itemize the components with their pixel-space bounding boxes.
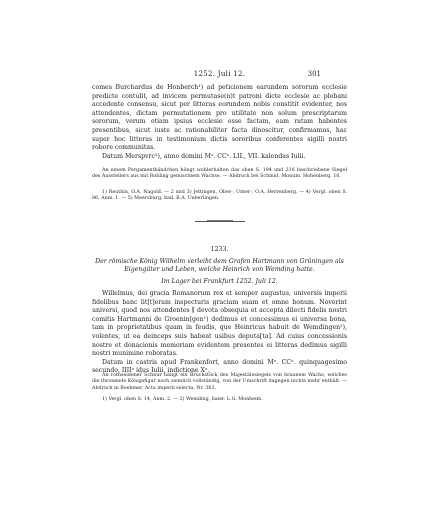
document-summary: Der römische König Wilhelm verleiht dem Grafen Hartmann von Grüningen als Eigengüter und Leben, welche Heinrich von Wemding hatte. (95, 257, 344, 274)
top-footnotes: 1) Reuthin, O.A. Nagold. — 2 und 3) Jettingen, Ober-, Unter-, O.A. Herrenberg. — 4) Vergl. oben S. 86, Anm. 1. — 5) Meersburg, bad. B.A. Ueberlingen. (92, 190, 347, 202)
top-note-block (92, 168, 347, 181)
top-text-block (92, 84, 347, 161)
top-footnotes-block (92, 190, 347, 203)
document-body (92, 290, 347, 376)
running-header (0, 70, 439, 82)
top-paragraph: comes Burchardus de Honberch¹) ad peticionem earundem sororum ecclesie predicte contulit, ad invicem permutase(n)t patroni dicte ecclesie ac plebani accedente consensu, sicut per litteras eorundem nobis constitit evidenter, nos attendentes, dictam permutationem pro utilitate non solum prescriptarum sororum, verum etiam ipsius ecclesie esse factam, eam ratam habentes presentibus, sicut iuste ac rationabiliter facta dinoscitur, confirmamus, hac super hoc litteras in testimonium dictis sororibus conferentes sigilli nostri robore communitas. (92, 84, 347, 152)
document-footnotes-block (92, 397, 347, 403)
document-note-block (92, 373, 347, 392)
page-number: 301 (307, 70, 321, 78)
document-seal-note: An rothseidener Schnur hängt ein Bruchstück des Majestätssiegels von braunem Wachs, welches die thronende Königsfigur noch ziemlich vollständig, von der Umschrift dagegen nichts mehr enthält. — Abdruck in Boehmer, Acta imperii selecta, Nr. 363. (92, 373, 347, 391)
document-heading (92, 246, 347, 286)
document-dating: Datum in castris apud Frankenfort, anno domini Mᵒ. CCᵒ. quinquagesimo secundo, IIIIᵒ idus Iulii, indictione Xᵃ. (92, 358, 347, 375)
section-divider (195, 221, 245, 222)
top-seal-note: An einem Pergamentbändchen hängt wohlerhalten das oben S. 194 und 216 beschriebene Siegel des Ausstellers aus mit Rohling gemischtem Wachse. — Abdruck bei Schmid, Monum. Hohenberg. 16. (92, 168, 347, 180)
document-text: Willelmus, dei gracia Romanorum rex et semper augustus, universis imperii fidelibus banc lit[t]eram inspecturis graciam suam et omne bonum. Noverint universi, quod nos attendentes ∥ devota obsequia et accepta dilecti fidelis nostri comitis Hartmanni de Groenin[gen¹) dedimus et concessimus ei universa bona, tam in proprietatibus quam in feudis, que Heinricus habuit de Wemdingen²), volentes, ut ea deinceps suis habeat usibus deputa[ta]. Ad cuius concessionis nostre et donacionis memoriam evidentem presentes ei litteras dedimus sigilli nostri munimine roboratas. (92, 290, 347, 358)
document-footnotes: 1) Vergl. oben S. 14, Anm. 2. — 2) Wemding, baier. L.G. Monheim. (102, 397, 263, 402)
top-dating: Datum Merspvrc²), anno domini Mᵒ. CCᵒ. LII., VII. kalendas Iulii. (102, 152, 306, 160)
header-title: 1252. Juli 12. (193, 70, 246, 78)
document-place-date: Im Lager bei Frankfurt 1252. Juli 12. (161, 277, 278, 285)
document-number: 1233. (210, 246, 229, 253)
